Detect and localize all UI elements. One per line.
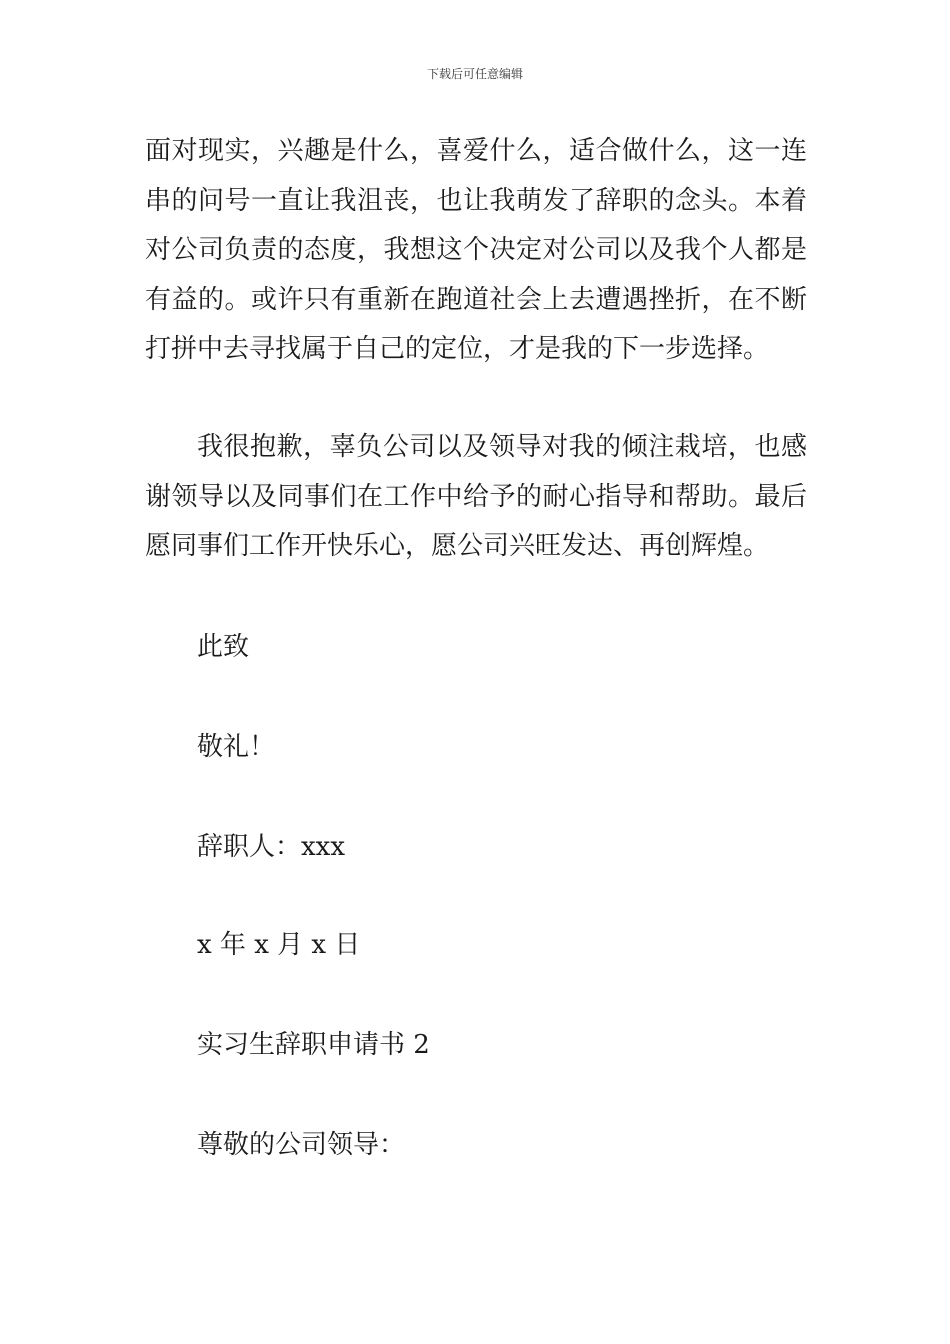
closing-salutation: 此致 xyxy=(197,632,250,662)
body-paragraph-1 xyxy=(145,127,807,375)
closing-regards: 敬礼！ xyxy=(197,732,276,762)
paragraph-line: 对公司负责的态度，我想这个决定对公司以及我个人都是 xyxy=(145,235,807,266)
next-document-title: 实习生辞职申请书 2 xyxy=(197,1030,430,1060)
signer-line: 辞职人：xxx xyxy=(197,832,345,862)
paragraph-line: 有益的。或许只有重新在跑道社会上去遭遇挫折，在不断 xyxy=(145,284,807,315)
paragraph-line: 面对现实，兴趣是什么，喜爱什么，适合做什么，这一连 xyxy=(145,136,807,166)
page-header-note: 下载后可任意编辑 xyxy=(426,67,523,81)
next-document-greeting: 尊敬的公司领导： xyxy=(197,1130,406,1160)
body-paragraph-2 xyxy=(145,423,807,572)
paragraph-line: 打拼中去寻找属于自己的定位，才是我的下一步选择。 xyxy=(145,334,770,365)
paragraph-line: 串的问号一直让我沮丧，也让我萌发了辞职的念头。本着 xyxy=(145,185,807,216)
paragraph-line: 谢领导以及同事们在工作中给予的耐心指导和帮助。最后 xyxy=(145,481,807,512)
paragraph-line: 我很抱歉，辜负公司以及领导对我的倾注栽培，也感 xyxy=(197,432,807,462)
date-line: x 年 x 月 x 日 xyxy=(197,930,361,960)
paragraph-line: 愿同事们工作开快乐心，愿公司兴旺发达、再创辉煌。 xyxy=(145,531,770,562)
